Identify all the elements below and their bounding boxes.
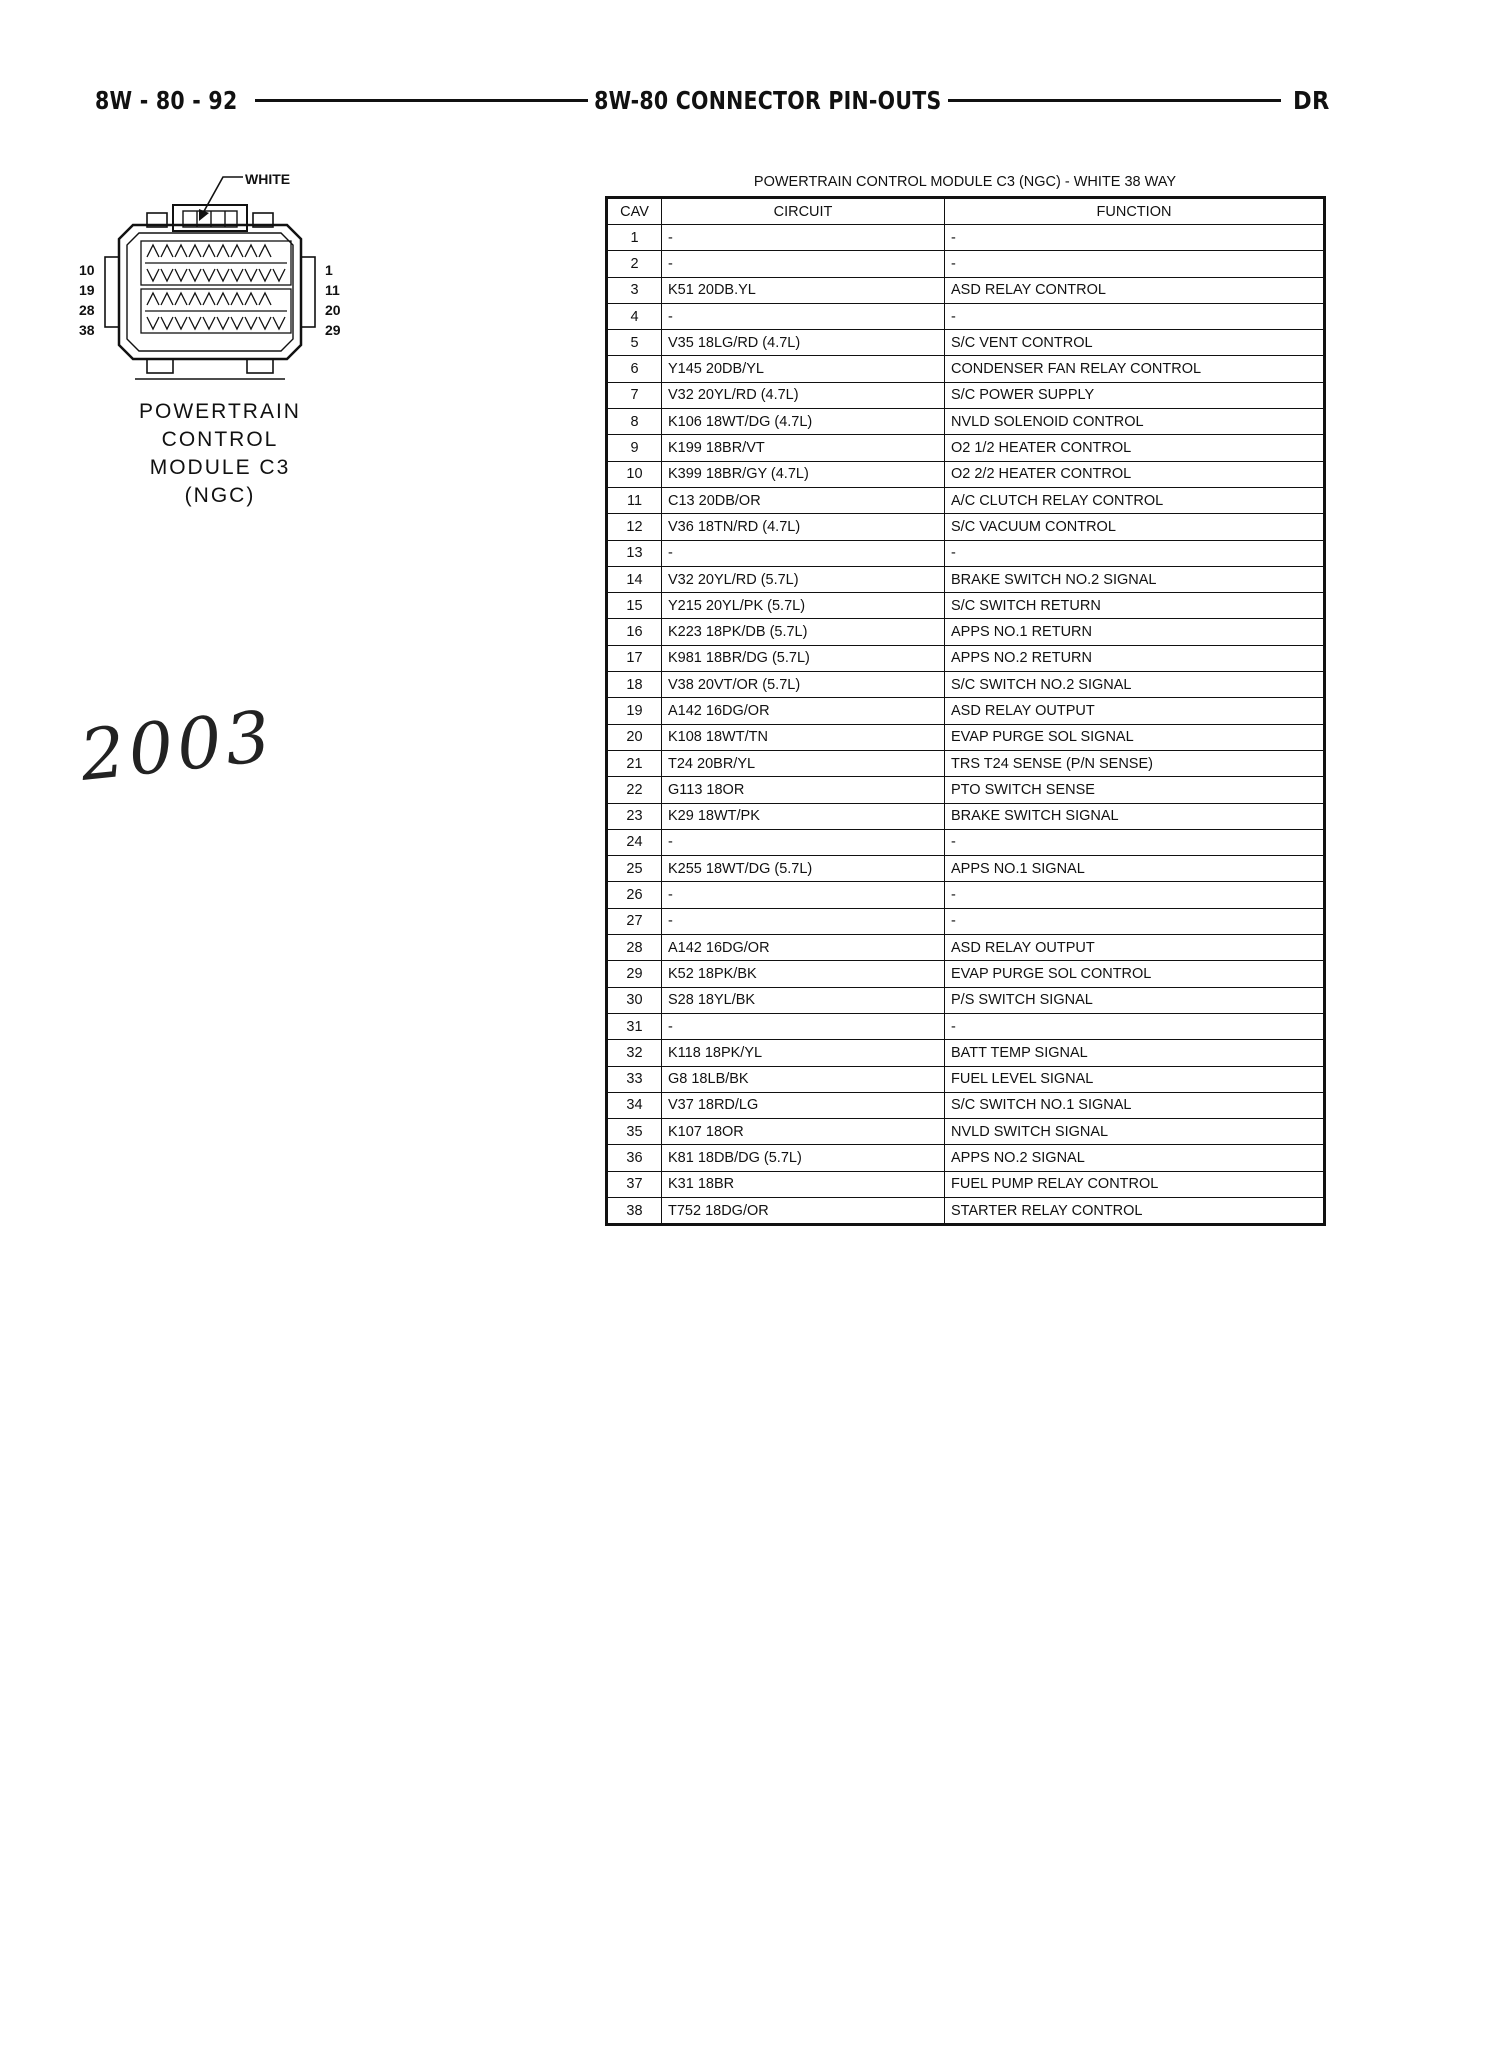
cav-cell: 23 [607, 803, 662, 829]
cav-cell: 19 [607, 698, 662, 724]
table-row [607, 487, 1325, 513]
table-row [607, 435, 1325, 461]
function-cell: - [945, 908, 1325, 934]
table-row [607, 803, 1325, 829]
function-cell: - [945, 225, 1325, 251]
function-cell: S/C SWITCH NO.2 SIGNAL [945, 672, 1325, 698]
circuit-cell: - [662, 540, 945, 566]
function-cell: APPS NO.2 SIGNAL [945, 1145, 1325, 1171]
connector-diagram [75, 165, 355, 405]
cav-cell: 35 [607, 1119, 662, 1145]
cav-cell: 27 [607, 908, 662, 934]
table-row [607, 382, 1325, 408]
cav-cell: 26 [607, 882, 662, 908]
table-row [607, 1119, 1325, 1145]
pin-label-20: 20 [325, 302, 341, 318]
circuit-cell: - [662, 882, 945, 908]
function-cell: P/S SWITCH SIGNAL [945, 987, 1325, 1013]
connector-drawing [75, 165, 355, 405]
circuit-cell: - [662, 908, 945, 934]
cav-cell: 28 [607, 935, 662, 961]
table-title: POWERTRAIN CONTROL MODULE C3 (NGC) - WHITE 38 WAY [753, 174, 1177, 190]
cav-cell: 10 [607, 461, 662, 487]
function-cell: BRAKE SWITCH NO.2 SIGNAL [945, 566, 1325, 592]
cav-cell: 36 [607, 1145, 662, 1171]
cav-cell: 30 [607, 987, 662, 1013]
cav-cell: 24 [607, 829, 662, 855]
cav-cell: 18 [607, 672, 662, 698]
circuit-cell: V32 20YL/RD (4.7L) [662, 382, 945, 408]
function-cell: EVAP PURGE SOL CONTROL [945, 961, 1325, 987]
table-row [607, 225, 1325, 251]
connector-color-label: WHITE [245, 171, 291, 187]
function-cell: - [945, 1013, 1325, 1039]
table-row [607, 645, 1325, 671]
cav-cell: 3 [607, 277, 662, 303]
page-header [95, 82, 1330, 118]
table-body [607, 225, 1325, 1225]
circuit-cell: - [662, 251, 945, 277]
connector-name-line-4: (NGC) [184, 484, 256, 507]
cav-cell: 38 [607, 1197, 662, 1224]
circuit-cell: K81 18DB/DG (5.7L) [662, 1145, 945, 1171]
function-cell: PTO SWITCH SENSE [945, 777, 1325, 803]
circuit-cell: T24 20BR/YL [662, 750, 945, 776]
pin-label-38: 38 [79, 322, 95, 338]
function-cell: O2 2/2 HEATER CONTROL [945, 461, 1325, 487]
table-row [607, 777, 1325, 803]
handwritten-year: 2003 [76, 695, 278, 797]
circuit-cell: T752 18DG/OR [662, 1197, 945, 1224]
function-cell: - [945, 540, 1325, 566]
cav-cell: 22 [607, 777, 662, 803]
table-row [607, 1066, 1325, 1092]
function-cell: TRS T24 SENSE (P/N SENSE) [945, 750, 1325, 776]
circuit-cell: K31 18BR [662, 1171, 945, 1197]
circuit-cell: V32 20YL/RD (5.7L) [662, 566, 945, 592]
function-cell: S/C VACUUM CONTROL [945, 514, 1325, 540]
pin-label-11: 11 [325, 282, 340, 298]
table-row [607, 1171, 1325, 1197]
cav-cell: 17 [607, 645, 662, 671]
header-function: FUNCTION [945, 198, 1325, 225]
function-cell: - [945, 303, 1325, 329]
circuit-cell: K51 20DB.YL [662, 277, 945, 303]
table-row [607, 987, 1325, 1013]
page-number: 8W - 80 - 92 [95, 85, 238, 115]
function-cell: NVLD SWITCH SIGNAL [945, 1119, 1325, 1145]
function-cell: APPS NO.2 RETURN [945, 645, 1325, 671]
table-row [607, 672, 1325, 698]
cav-cell: 2 [607, 251, 662, 277]
table-row [607, 856, 1325, 882]
circuit-cell: V38 20VT/OR (5.7L) [662, 672, 945, 698]
cav-cell: 13 [607, 540, 662, 566]
function-cell: NVLD SOLENOID CONTROL [945, 409, 1325, 435]
cav-cell: 5 [607, 330, 662, 356]
table-row [607, 935, 1325, 961]
table-row [607, 303, 1325, 329]
circuit-cell: Y215 20YL/PK (5.7L) [662, 593, 945, 619]
cav-cell: 14 [607, 566, 662, 592]
table-row [607, 409, 1325, 435]
cav-cell: 11 [607, 487, 662, 513]
function-cell: S/C VENT CONTROL [945, 330, 1325, 356]
circuit-cell: G8 18LB/BK [662, 1066, 945, 1092]
table-row [607, 1013, 1325, 1039]
function-cell: S/C POWER SUPPLY [945, 382, 1325, 408]
circuit-cell: A142 16DG/OR [662, 698, 945, 724]
pin-label-10: 10 [79, 262, 95, 278]
circuit-cell: - [662, 225, 945, 251]
function-cell: S/C SWITCH RETURN [945, 593, 1325, 619]
cav-cell: 6 [607, 356, 662, 382]
function-cell: FUEL PUMP RELAY CONTROL [945, 1171, 1325, 1197]
function-cell: S/C SWITCH NO.1 SIGNAL [945, 1092, 1325, 1118]
section-title: 8W-80 CONNECTOR PIN-OUTS [594, 85, 942, 115]
circuit-cell: S28 18YL/BK [662, 987, 945, 1013]
function-cell: APPS NO.1 SIGNAL [945, 856, 1325, 882]
table-row [607, 330, 1325, 356]
function-cell: FUEL LEVEL SIGNAL [945, 1066, 1325, 1092]
function-cell: ASD RELAY OUTPUT [945, 698, 1325, 724]
table-row [607, 1145, 1325, 1171]
cav-cell: 20 [607, 724, 662, 750]
circuit-cell: K108 18WT/TN [662, 724, 945, 750]
circuit-cell: - [662, 303, 945, 329]
header-rule-left [255, 99, 589, 102]
pin-label-28: 28 [79, 302, 95, 318]
pin-label-19: 19 [79, 282, 95, 298]
table-row [607, 1092, 1325, 1118]
circuit-cell: K52 18PK/BK [662, 961, 945, 987]
circuit-cell: - [662, 829, 945, 855]
circuit-cell: K199 18BR/VT [662, 435, 945, 461]
circuit-cell: K981 18BR/DG (5.7L) [662, 645, 945, 671]
circuit-cell: A142 16DG/OR [662, 935, 945, 961]
function-cell: BATT TEMP SIGNAL [945, 1040, 1325, 1066]
table-row [607, 961, 1325, 987]
table-row [607, 461, 1325, 487]
cav-cell: 33 [607, 1066, 662, 1092]
function-cell: - [945, 251, 1325, 277]
table-row [607, 1197, 1325, 1224]
table-row [607, 619, 1325, 645]
circuit-cell: G113 18OR [662, 777, 945, 803]
table-row [607, 251, 1325, 277]
pin-label-1: 1 [325, 262, 333, 278]
table-row [607, 514, 1325, 540]
table-row [607, 829, 1325, 855]
cav-cell: 25 [607, 856, 662, 882]
header-cav: CAV [607, 198, 662, 225]
function-cell: EVAP PURGE SOL SIGNAL [945, 724, 1325, 750]
circuit-cell: K107 18OR [662, 1119, 945, 1145]
header-rule-right [948, 99, 1282, 102]
connector-name-line-3: MODULE C3 [149, 456, 291, 479]
function-cell: A/C CLUTCH RELAY CONTROL [945, 487, 1325, 513]
cav-cell: 21 [607, 750, 662, 776]
circuit-cell: K118 18PK/YL [662, 1040, 945, 1066]
function-cell: CONDENSER FAN RELAY CONTROL [945, 356, 1325, 382]
function-cell: APPS NO.1 RETURN [945, 619, 1325, 645]
circuit-cell: V36 18TN/RD (4.7L) [662, 514, 945, 540]
circuit-cell: V35 18LG/RD (4.7L) [662, 330, 945, 356]
connector-name [100, 398, 340, 510]
pinout-table [605, 196, 1326, 1226]
function-cell: STARTER RELAY CONTROL [945, 1197, 1325, 1224]
circuit-cell: C13 20DB/OR [662, 487, 945, 513]
model-code: DR [1293, 85, 1331, 115]
table-row [607, 540, 1325, 566]
circuit-cell: V37 18RD/LG [662, 1092, 945, 1118]
table-header-row [607, 198, 1325, 225]
table-row [607, 1040, 1325, 1066]
cav-cell: 9 [607, 435, 662, 461]
function-cell: - [945, 829, 1325, 855]
pin-label-29: 29 [325, 322, 341, 338]
circuit-cell: K223 18PK/DB (5.7L) [662, 619, 945, 645]
circuit-cell: - [662, 1013, 945, 1039]
table-row [607, 698, 1325, 724]
cav-cell: 8 [607, 409, 662, 435]
circuit-cell: K29 18WT/PK [662, 803, 945, 829]
cav-cell: 32 [607, 1040, 662, 1066]
table-row [607, 882, 1325, 908]
cav-cell: 7 [607, 382, 662, 408]
cav-cell: 15 [607, 593, 662, 619]
table-row [607, 750, 1325, 776]
cav-cell: 34 [607, 1092, 662, 1118]
cav-cell: 29 [607, 961, 662, 987]
function-cell: O2 1/2 HEATER CONTROL [945, 435, 1325, 461]
table-row [607, 566, 1325, 592]
cav-cell: 12 [607, 514, 662, 540]
cav-cell: 31 [607, 1013, 662, 1039]
table-row [607, 593, 1325, 619]
function-cell: BRAKE SWITCH SIGNAL [945, 803, 1325, 829]
cav-cell: 4 [607, 303, 662, 329]
connector-name-line-1: POWERTRAIN [139, 400, 301, 423]
circuit-cell: K255 18WT/DG (5.7L) [662, 856, 945, 882]
connector-name-line-2: CONTROL [161, 428, 279, 451]
table-row [607, 908, 1325, 934]
function-cell: - [945, 882, 1325, 908]
circuit-cell: K399 18BR/GY (4.7L) [662, 461, 945, 487]
table-row [607, 277, 1325, 303]
function-cell: ASD RELAY OUTPUT [945, 935, 1325, 961]
circuit-cell: K106 18WT/DG (4.7L) [662, 409, 945, 435]
function-cell: ASD RELAY CONTROL [945, 277, 1325, 303]
table-row [607, 724, 1325, 750]
cav-cell: 16 [607, 619, 662, 645]
table-row [607, 356, 1325, 382]
header-circuit: CIRCUIT [662, 198, 945, 225]
cav-cell: 37 [607, 1171, 662, 1197]
cav-cell: 1 [607, 225, 662, 251]
circuit-cell: Y145 20DB/YL [662, 356, 945, 382]
